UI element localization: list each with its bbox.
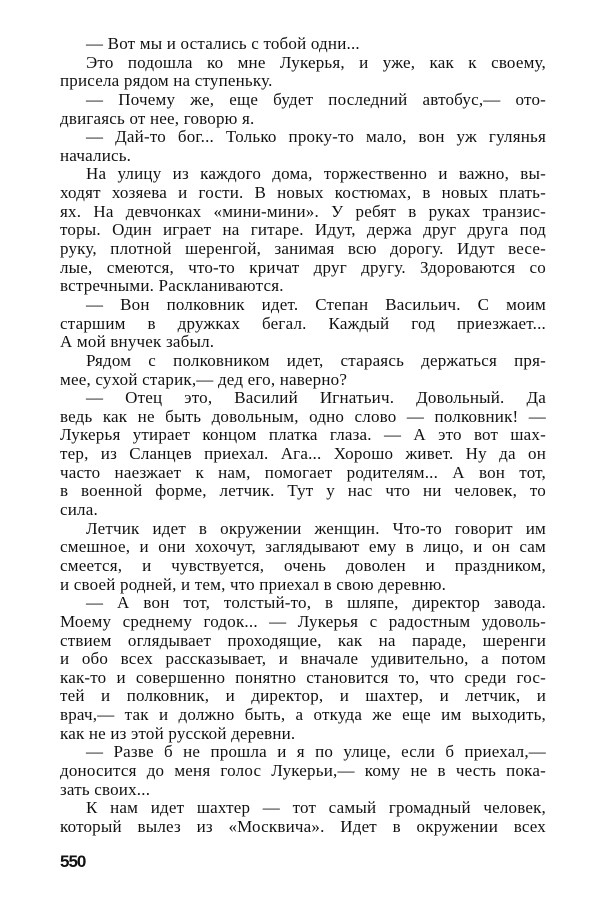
text-line: — Вот мы и остались с тобой одни... xyxy=(86,35,360,53)
page-number: 550 xyxy=(60,852,86,871)
text-line: — Разве б не прошла и я по улице, если б приехал,— xyxy=(86,743,546,762)
text-line: в военной форме, летчик. Тут у нас что ни человек, то xyxy=(60,482,546,501)
text-line: — А вон тот, толстый-то, в шляпе, директор завода. xyxy=(86,594,546,613)
paragraph xyxy=(60,594,546,743)
text-line: А мой внучек забыл. xyxy=(60,333,215,352)
text-line: старшим в дружках бегал. Каждый год приезжает... xyxy=(60,314,546,333)
text-line: ходят хозяева и гости. В новых костюмах, в новых плать- xyxy=(60,184,546,203)
text-line: На улицу из каждого дома, торжественно и важно, вы- xyxy=(86,165,546,184)
text-line: — Дай-то бог... Только проку-то мало, вон уж гулянья xyxy=(86,128,546,147)
text-line: двигаясь от нее, говорю я. xyxy=(60,109,255,128)
paragraph xyxy=(60,128,546,165)
text-line: торы. Один играет на гитаре. Идут, держа друг друга под xyxy=(60,221,546,240)
text-line: доносится до меня голос Лукерьи,— кому не в честь пока- xyxy=(60,761,546,780)
text-line: Рядом с полковником идет, стараясь держаться пря- xyxy=(86,351,546,370)
text-line: — Отец это, Василий Игнатьич. Довольный. Да xyxy=(86,389,546,408)
text-line: мее, сухой старик,— дед его, наверно? xyxy=(60,370,348,389)
text-line: начались. xyxy=(60,146,132,165)
text-line: Это подошла ко мне Лукерья, и уже, как к своему, xyxy=(86,53,546,72)
text-line: часто наезжает к нам, помогает родителям... А вон тот, xyxy=(60,463,546,482)
paragraph xyxy=(60,54,546,91)
paragraph xyxy=(60,799,546,836)
paragraph xyxy=(60,91,546,128)
paragraph xyxy=(60,520,546,595)
paragraph xyxy=(60,352,546,389)
text-line: и своей родней, и тем, что приехал в свою деревню. xyxy=(60,575,447,594)
text-line: — Почему же, еще будет последний автобус,— ото- xyxy=(86,90,546,109)
text-line: как не из этой русской деревни. xyxy=(60,724,296,743)
paragraph xyxy=(60,743,546,799)
text-line: как-то и совершенно понятно становится то, что среди гос- xyxy=(60,668,546,687)
paragraph xyxy=(60,296,546,352)
paragraph xyxy=(60,389,546,519)
text-line: Моему среднему годок... — Лукерья с радостным удоволь- xyxy=(60,612,546,631)
text-line: ствием оглядывает проходящие, как на параде, шеренги xyxy=(60,631,546,650)
text-line: ях. На девчонках «мини-мини». У ребят в руках транзис- xyxy=(60,202,546,221)
paragraph xyxy=(60,35,546,54)
text-line: встречными. Раскланиваются. xyxy=(60,277,284,296)
text-line: присела рядом на ступеньку. xyxy=(60,72,273,91)
text-line: врач,— так и должно быть, а откуда же еще им выходить, xyxy=(60,706,546,725)
text-line: ведь как не быть довольным, одно слово — полковник! — xyxy=(60,407,546,426)
text-line: который вылез из «Москвича». Идет в окружении всех xyxy=(60,817,546,836)
text-line: и обо всех рассказывает, и вначале удивительно, а потом xyxy=(60,650,546,669)
text-line: тер, из Сланцев приехал. Ага... Хорошо живет. Ну да он xyxy=(60,445,546,464)
text-line: смеется, и чувствуется, очень доволен и праздником, xyxy=(60,556,546,575)
text-line: зать своих... xyxy=(60,780,151,799)
paragraph xyxy=(60,165,546,295)
text-line: К нам идет шахтер — тот самый громадный человек, xyxy=(86,799,546,818)
text-line: Лукерья утирает концом платка глаза. — А это вот шах- xyxy=(60,426,546,445)
text-line: сила. xyxy=(60,501,98,520)
text-line: руку, плотной шеренгой, занимая всю дорогу. Идут весе- xyxy=(60,240,546,259)
page-body-text xyxy=(60,35,546,837)
text-line: Летчик идет в окружении женщин. Что-то говорит им xyxy=(86,519,546,538)
text-line: — Вон полковник идет. Степан Васильич. С моим xyxy=(86,295,546,314)
text-line: лые, смеются, что-то кричат друг другу. Здороваются со xyxy=(60,258,546,277)
text-line: тей и полковник, и директор, и шахтер, и летчик, и xyxy=(60,687,546,706)
text-line: смешное, и они хохочут, заглядывают ему в лицо, и он сам xyxy=(60,538,546,557)
